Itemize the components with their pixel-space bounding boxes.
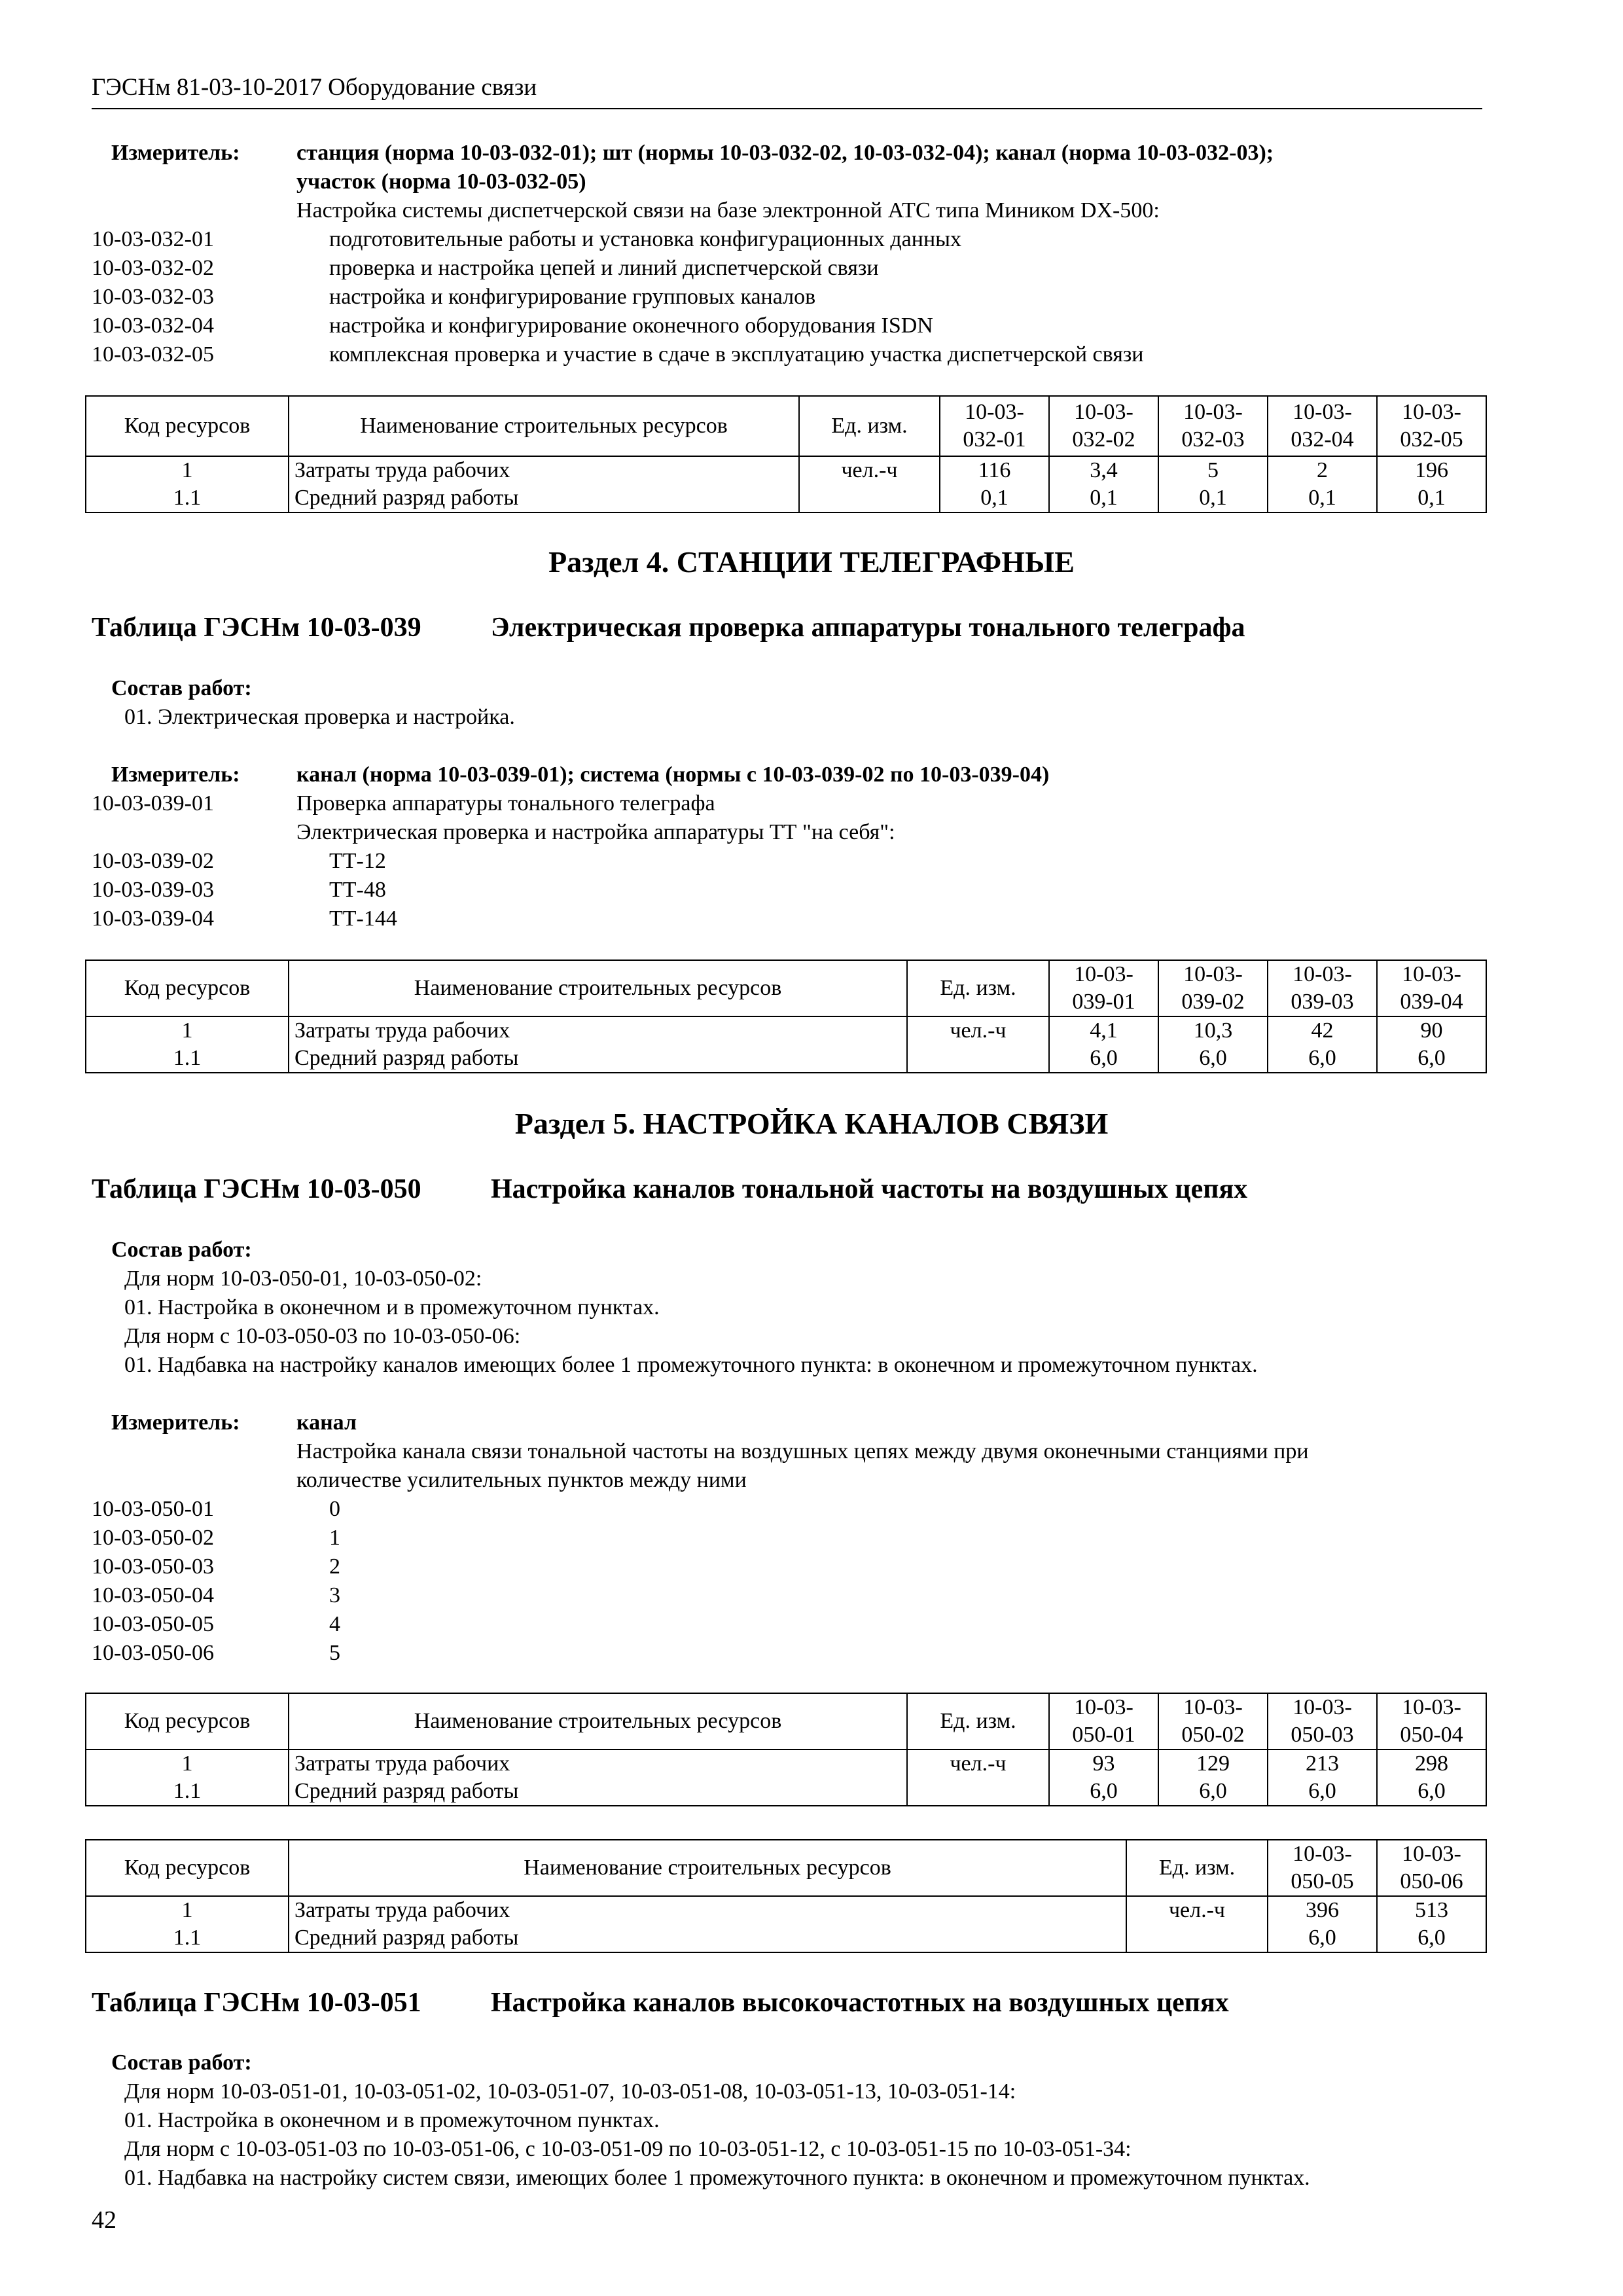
resource-table <box>85 1839 1487 1953</box>
table-row: 1.1 Средний разряд работы 6,0 6,0 6,0 6,0 <box>86 1778 1486 1806</box>
measurer-text: канал <box>296 1410 357 1435</box>
header-norm: 10-03- 039-01 <box>1049 960 1158 1016</box>
table-number: Таблица ГЭСНм 10-03-039 <box>92 613 421 643</box>
norm-code: 10-03-039-01 <box>92 791 214 816</box>
table-heading <box>92 1987 1229 2018</box>
resource-table <box>85 1693 1487 1806</box>
header-name: Наименование строительных ресурсов <box>289 1840 1126 1896</box>
norm-code: 10-03-039-04 <box>92 906 214 931</box>
work-item: 01. Надбавка на настройку каналов имеющих более 1 промежуточного пункта: в оконечном и промежуточном пунктах. <box>124 1353 1258 1377</box>
work-item: Для норм с 10-03-050-03 по 10-03-050-06: <box>124 1324 521 1348</box>
header-code: Код ресурсов <box>86 1693 289 1749</box>
table-name: Настройка каналов тональной частоты на воздушных цепях <box>491 1174 1248 1204</box>
norm-code: 10-03-032-02 <box>92 256 214 280</box>
table-row: 1.1 Средний разряд работы 6,0 6,0 <box>86 1924 1486 1952</box>
header-norm: 10-03- 039-03 <box>1268 960 1377 1016</box>
header-norm: 10-03- 039-04 <box>1377 960 1486 1016</box>
header-unit: Ед. изм. <box>907 960 1049 1016</box>
table-row: 1 Затраты труда рабочих чел.-ч 116 3,4 5 2 196 <box>86 456 1486 484</box>
work-item: 01. Надбавка на настройку систем связи, имеющих более 1 промежуточного пункта: в оконечном и промежуточном пунктах. <box>124 2166 1310 2190</box>
table-heading <box>92 612 1245 643</box>
norm-code: 10-03-050-06 <box>92 1641 214 1665</box>
header-norm: 10-03- 050-02 <box>1158 1693 1268 1749</box>
norm-text: ТТ-48 <box>329 878 386 902</box>
norm-text: подготовительные работы и установка конфигурационных данных <box>329 227 962 251</box>
work-item: Для норм 10-03-050-01, 10-03-050-02: <box>124 1266 482 1291</box>
work-label: Состав работ: <box>111 676 252 700</box>
table-row: 1 Затраты труда рабочих чел.-ч 93 129 213 298 <box>86 1749 1486 1778</box>
table-number: Таблица ГЭСНм 10-03-050 <box>92 1174 421 1204</box>
measurer-text: канал (норма 10-03-039-01); система (нормы с 10-03-039-02 по 10-03-039-04) <box>296 762 1050 787</box>
measurer-label: Измеритель: <box>111 141 240 165</box>
norm-code: 10-03-050-03 <box>92 1554 214 1579</box>
work-item: Для норм с 10-03-051-03 по 10-03-051-06, с 10-03-051-09 по 10-03-051-12, с 10-03-051-15 по 10-03-051-34: <box>124 2137 1132 2161</box>
work-label: Состав работ: <box>111 2051 252 2075</box>
table-heading <box>92 1174 1248 1205</box>
table-row: 1.1 Средний разряд работы 6,0 6,0 6,0 6,0 <box>86 1045 1486 1073</box>
norm-text: 4 <box>329 1612 340 1636</box>
measurer-label: Измеритель: <box>111 762 240 787</box>
work-item: 01. Настройка в оконечном и в промежуточном пунктах. <box>124 1295 660 1319</box>
norm-intro: Настройка канала связи тональной частоты на воздушных цепях между двумя оконечными станциями при <box>296 1439 1309 1463</box>
table-number: Таблица ГЭСНм 10-03-051 <box>92 1988 421 2018</box>
page-number: 42 <box>92 2206 116 2234</box>
table-name: Настройка каналов высокочастотных на воздушных цепях <box>491 1988 1229 2018</box>
header-name: Наименование строительных ресурсов <box>289 396 799 456</box>
table-row: 1 Затраты труда рабочих чел.-ч 396 513 <box>86 1896 1486 1924</box>
norm-code: 10-03-032-01 <box>92 227 214 251</box>
norm-text: 1 <box>329 1526 340 1550</box>
header-rule <box>92 108 1482 109</box>
work-label: Состав работ: <box>111 1238 252 1262</box>
measurer-label: Измеритель: <box>111 1410 240 1435</box>
resource-table <box>85 960 1487 1073</box>
norm-intro: Электрическая проверка и настройка аппаратуры ТТ "на себя": <box>296 820 895 844</box>
header-norm: 10-03- 050-01 <box>1049 1693 1158 1749</box>
header-norm: 10-03- 050-03 <box>1268 1693 1377 1749</box>
norm-text: 3 <box>329 1583 340 1607</box>
header-code: Код ресурсов <box>86 960 289 1016</box>
table-row: 1 Затраты труда рабочих чел.-ч 4,1 10,3 42 90 <box>86 1016 1486 1045</box>
norm-text: комплексная проверка и участие в сдаче в эксплуатацию участка диспетчерской связи <box>329 342 1144 367</box>
resource-table <box>85 395 1487 513</box>
norm-code: 10-03-032-04 <box>92 314 214 338</box>
measurer-text: станция (норма 10-03-032-01); шт (нормы 10-03-032-02, 10-03-032-04); канал (норма 10-03-032-03); <box>296 141 1274 165</box>
header-norm: 10-03- 050-05 <box>1268 1840 1377 1896</box>
norm-text: Проверка аппаратуры тонального телеграфа <box>296 791 715 816</box>
running-header: ГЭСНм 81-03-10-2017 Оборудование связи <box>92 74 537 101</box>
header-code: Код ресурсов <box>86 1840 289 1896</box>
norm-text: 2 <box>329 1554 340 1579</box>
norm-code: 10-03-032-03 <box>92 285 214 309</box>
header-norm: 10-03- 032-04 <box>1268 396 1377 456</box>
work-item: 01. Настройка в оконечном и в промежуточном пунктах. <box>124 2108 660 2132</box>
table-row: 1.1 Средний разряд работы 0,1 0,1 0,1 0,1 0,1 <box>86 484 1486 512</box>
header-unit: Ед. изм. <box>907 1693 1049 1749</box>
header-norm: 10-03- 050-04 <box>1377 1693 1486 1749</box>
work-item: Для норм 10-03-051-01, 10-03-051-02, 10-03-051-07, 10-03-051-08, 10-03-051-13, 10-03-051-14: <box>124 2079 1016 2104</box>
header-norm: 10-03- 032-03 <box>1158 396 1268 456</box>
header-code: Код ресурсов <box>86 396 289 456</box>
norm-text: настройка и конфигурирование оконечного оборудования ISDN <box>329 314 933 338</box>
header-unit: Ед. изм. <box>799 396 940 456</box>
header-norm: 10-03- 032-05 <box>1377 396 1486 456</box>
norm-code: 10-03-039-02 <box>92 849 214 873</box>
section-title: Раздел 4. СТАНЦИИ ТЕЛЕГРАФНЫЕ <box>548 545 1075 579</box>
norm-code: 10-03-032-05 <box>92 342 214 367</box>
norm-text: 5 <box>329 1641 340 1665</box>
header-name: Наименование строительных ресурсов <box>289 960 907 1016</box>
header-norm: 10-03- 039-02 <box>1158 960 1268 1016</box>
header-norm: 10-03- 050-06 <box>1377 1840 1486 1896</box>
measurer-text: участок (норма 10-03-032-05) <box>296 170 586 194</box>
norm-text: ТТ-12 <box>329 849 386 873</box>
header-norm: 10-03- 032-01 <box>940 396 1049 456</box>
table-name: Электрическая проверка аппаратуры тонального телеграфа <box>491 613 1245 643</box>
norm-code: 10-03-039-03 <box>92 878 214 902</box>
norm-intro: Настройка системы диспетчерской связи на базе электронной АТС типа Миником DX-500: <box>296 198 1160 223</box>
norm-code: 10-03-050-02 <box>92 1526 214 1550</box>
header-unit: Ед. изм. <box>1126 1840 1268 1896</box>
norm-text: настройка и конфигурирование групповых каналов <box>329 285 816 309</box>
norm-text: 0 <box>329 1497 340 1521</box>
header-norm: 10-03- 032-02 <box>1049 396 1158 456</box>
header-name: Наименование строительных ресурсов <box>289 1693 907 1749</box>
work-item: 01. Электрическая проверка и настройка. <box>124 705 515 729</box>
norm-text: ТТ-144 <box>329 906 397 931</box>
norm-intro: количестве усилительных пунктов между ними <box>296 1468 747 1492</box>
norm-code: 10-03-050-01 <box>92 1497 214 1521</box>
norm-text: проверка и настройка цепей и линий диспетчерской связи <box>329 256 879 280</box>
norm-code: 10-03-050-05 <box>92 1612 214 1636</box>
norm-code: 10-03-050-04 <box>92 1583 214 1607</box>
section-title: Раздел 5. НАСТРОЙКА КАНАЛОВ СВЯЗИ <box>514 1107 1109 1140</box>
